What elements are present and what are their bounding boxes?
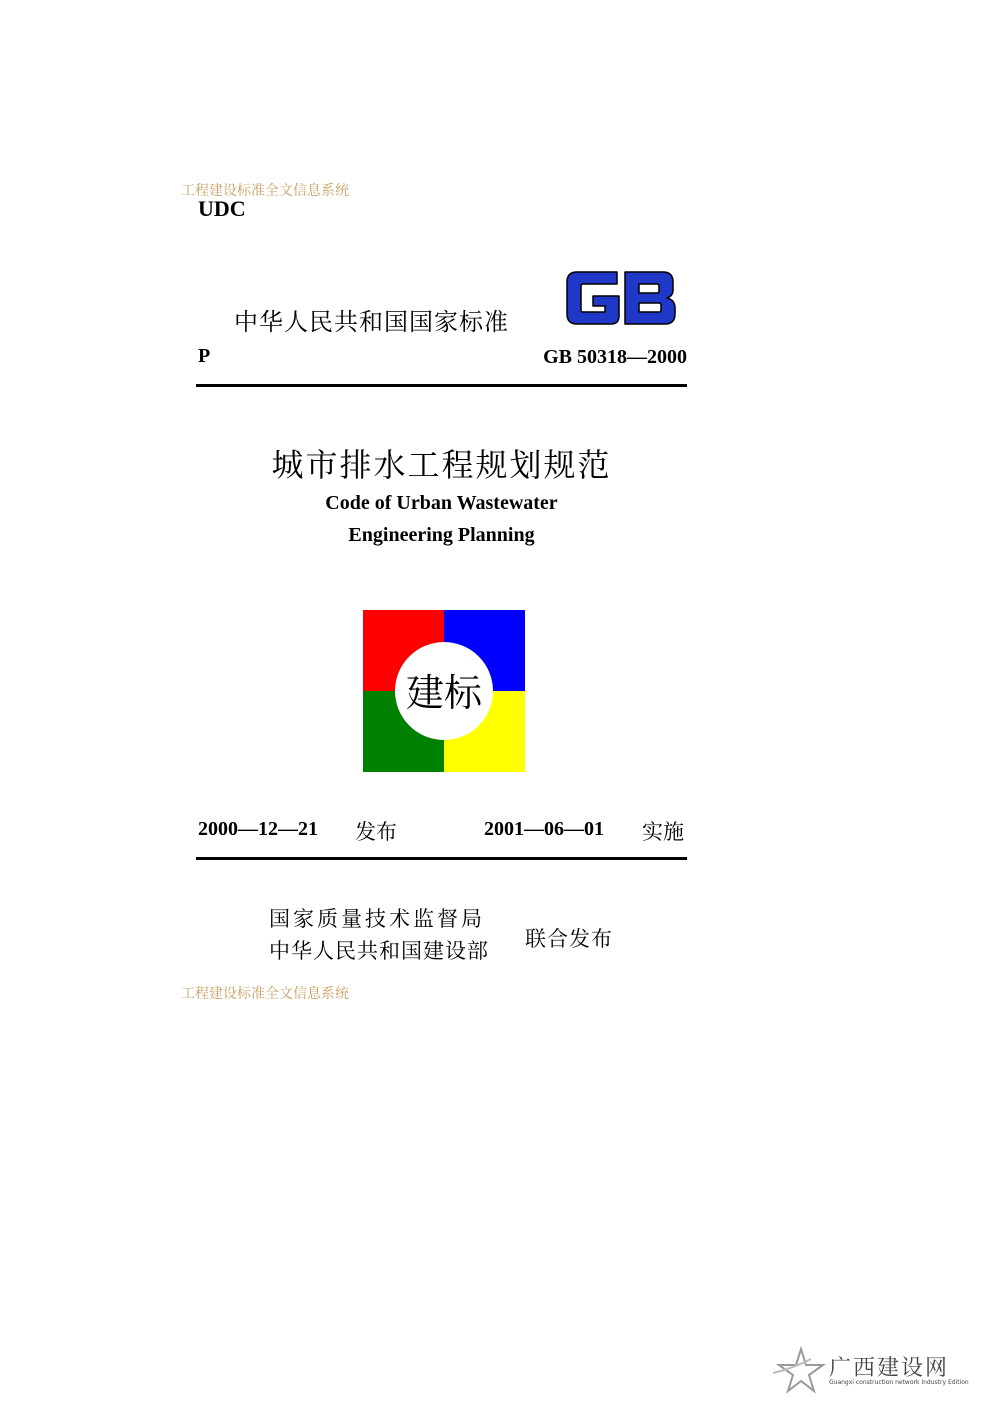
jianbiao-emblem xyxy=(363,610,525,772)
joint-publish-label: 联合发布 xyxy=(525,927,613,951)
star-icon xyxy=(771,1345,827,1395)
udc-label: UDC xyxy=(198,196,246,221)
watermark-bottom: 工程建设标准全文信息系统 xyxy=(181,986,349,1002)
emblem-text: 建标 xyxy=(405,671,483,715)
footer-site-logo xyxy=(771,1345,981,1395)
title-chinese: 城市排水工程规划规范 xyxy=(271,446,612,484)
title-english-line2: Engineering Planning xyxy=(348,524,535,546)
national-standard-label: 中华人民共和国国家标准 xyxy=(234,308,509,336)
effective-label: 实施 xyxy=(642,820,684,844)
watermark-top: 工程建设标准全文信息系统 xyxy=(181,183,349,199)
gb-logo xyxy=(563,266,679,334)
footer-site-tagline: Guangxi construction network Industry Edition xyxy=(829,1379,969,1386)
issue-date: 2000—12—21 xyxy=(198,818,318,840)
footer-site-name: 广西建设网 xyxy=(829,1356,950,1381)
publisher-agency-2: 中华人民共和国建设部 xyxy=(269,939,489,963)
effective-date: 2001—06—01 xyxy=(484,818,604,840)
publisher-agency-1: 国家质量技术监督局 xyxy=(269,907,485,931)
issue-label: 发布 xyxy=(355,820,397,844)
classification-code: P xyxy=(198,345,211,367)
dates-row xyxy=(198,818,687,848)
bottom-divider xyxy=(196,857,687,860)
title-english-line1: Code of Urban Wastewater xyxy=(325,492,558,514)
top-divider xyxy=(196,384,687,387)
standard-number: GB 50318—2000 xyxy=(543,346,687,368)
